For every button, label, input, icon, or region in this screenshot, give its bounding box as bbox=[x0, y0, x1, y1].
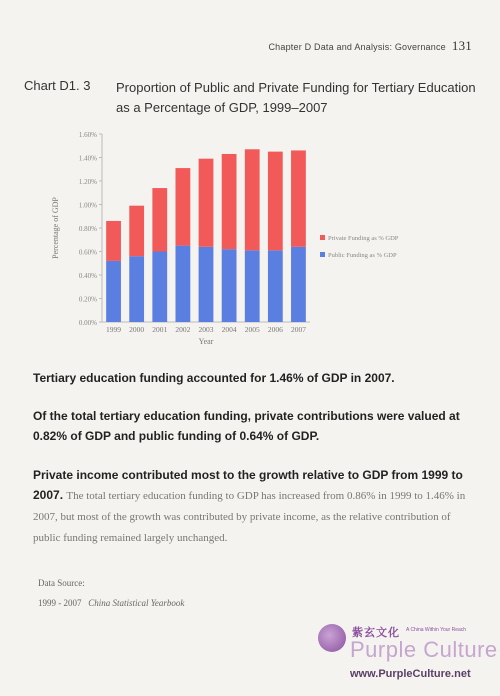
x-tick-label: 2007 bbox=[290, 325, 306, 334]
logo-tagline: A China Within Your Reach bbox=[406, 627, 467, 633]
bar-public bbox=[245, 250, 260, 322]
x-axis-label: Year bbox=[198, 337, 214, 346]
bar-private bbox=[175, 168, 190, 246]
bar-private bbox=[245, 149, 260, 250]
bar-public bbox=[291, 247, 306, 322]
y-tick-label: 1.40% bbox=[78, 154, 97, 163]
legend-label: Private Funding as % GDP bbox=[328, 235, 399, 242]
paragraph-3-body: The total tertiary education funding to GDP has increased from 0.86% in 1999 to 1.46% in 2007, but most of the growth was contributed by private income, as the relative contribution of public funding remained largely unchanged. bbox=[33, 490, 466, 544]
chart bbox=[46, 126, 456, 352]
logo-url: www.PurpleCulture.net bbox=[350, 668, 471, 680]
y-tick-label: 1.60% bbox=[78, 131, 97, 139]
chart-label: Chart D1. 3 bbox=[24, 78, 91, 93]
running-head-text: Chapter D Data and Analysis: Governance bbox=[268, 42, 446, 52]
logo-cn: 紫玄文化 bbox=[352, 627, 400, 639]
bar-private bbox=[129, 206, 144, 257]
paragraph-1: Tertiary education funding accounted for 1.46% of GDP in 2007. bbox=[33, 371, 395, 385]
data-source-years: 1999 - 2007 bbox=[38, 598, 82, 608]
y-axis-label: Percentage of GDP bbox=[51, 197, 60, 259]
x-tick-label: 2006 bbox=[267, 325, 283, 334]
y-tick-label: 1.20% bbox=[78, 178, 97, 186]
bar-private bbox=[199, 159, 214, 247]
bar-public bbox=[106, 261, 121, 322]
x-tick-label: 2002 bbox=[175, 325, 191, 334]
bar-public bbox=[175, 246, 190, 322]
bar-public bbox=[129, 256, 144, 322]
bar-public bbox=[222, 249, 237, 322]
bar-public bbox=[152, 252, 167, 323]
bar-private bbox=[268, 152, 283, 251]
stacked-bar-chart bbox=[46, 126, 456, 352]
data-source-label: Data Source: bbox=[38, 578, 85, 588]
chart-title: Proportion of Public and Private Funding for Tertiary Education as a Percentage of GDP, 1999–2007 bbox=[116, 80, 476, 115]
paragraph-3-lead: Private income contributed most to the growth relative to GDP from 1999 to 2007. bbox=[33, 468, 463, 502]
x-tick-label: 2003 bbox=[198, 325, 214, 334]
y-tick-label: 0.80% bbox=[78, 225, 97, 233]
legend-label: Public Funding as % GDP bbox=[328, 252, 397, 259]
x-tick-label: 2004 bbox=[221, 325, 237, 334]
running-head bbox=[268, 38, 472, 54]
x-tick-label: 2000 bbox=[129, 325, 145, 334]
bar-private bbox=[291, 150, 306, 246]
legend-swatch bbox=[320, 235, 325, 240]
bar-private bbox=[106, 221, 121, 261]
y-tick-label: 0.40% bbox=[78, 272, 97, 280]
y-tick-label: 1.00% bbox=[78, 201, 97, 210]
x-tick-label: 1999 bbox=[106, 325, 122, 334]
data-source-line bbox=[38, 598, 184, 608]
y-tick-label: 0.60% bbox=[78, 248, 97, 257]
bar-private bbox=[222, 154, 237, 249]
watermark-logo bbox=[318, 622, 498, 692]
y-tick-label: 0.00% bbox=[78, 319, 97, 327]
legend-swatch bbox=[320, 252, 325, 257]
paragraph-3 bbox=[33, 465, 473, 548]
bar-private bbox=[152, 188, 167, 251]
logo-brand: Purple Culture bbox=[350, 637, 498, 662]
x-tick-label: 2005 bbox=[244, 325, 260, 334]
data-source-title: China Statistical Yearbook bbox=[88, 598, 185, 608]
y-tick-label: 0.20% bbox=[78, 295, 97, 304]
logo-icon bbox=[318, 624, 346, 652]
bar-public bbox=[199, 247, 214, 322]
paragraph-2: Of the total tertiary education funding, private contributions were valued at 0.82% of GDP and public funding of 0.64% of GDP. bbox=[33, 409, 460, 443]
x-tick-label: 2001 bbox=[152, 325, 168, 334]
bar-public bbox=[268, 250, 283, 322]
page-number: 131 bbox=[451, 38, 472, 53]
